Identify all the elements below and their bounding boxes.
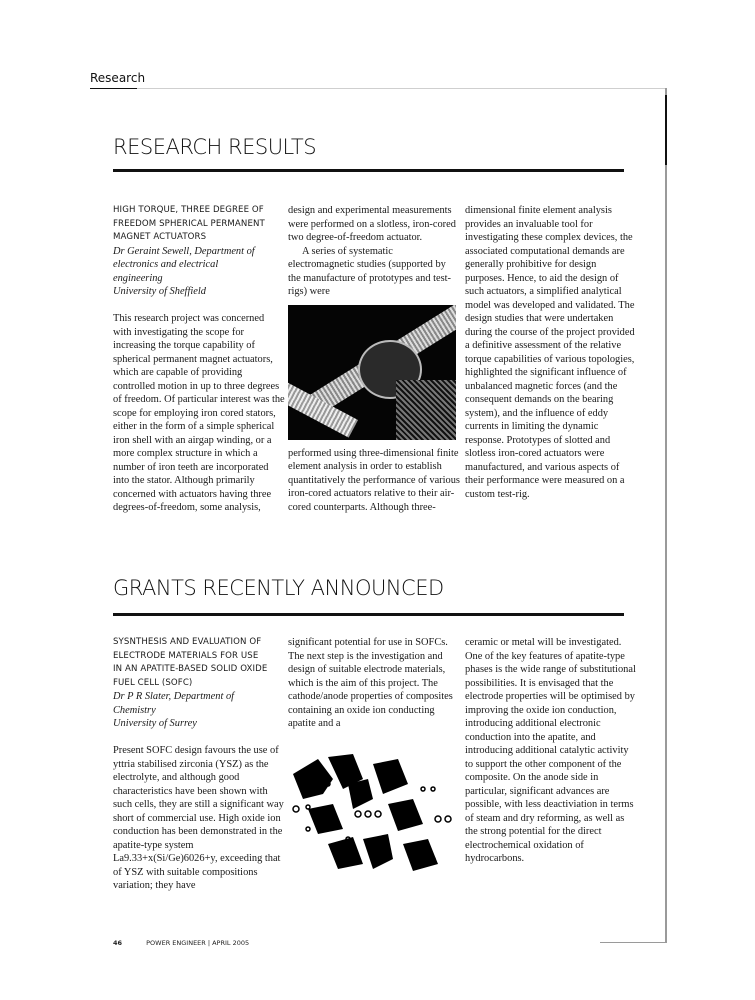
article-body-text: Present SOFC design favours the use of yttria stabilised zirconia (YSZ) as the electrolyte, and although good characteristics have been shown with such cells, they are still a significant way short of commercial use. High oxide ion conduction has been demonstrated in the apatite-type system La9.33+x(Si/Ge)6026+y, exceeding that of YSZ with suitable compositions variation; they have xyxy=(113,745,284,891)
article-title-line: MAGNET ACTUATORS xyxy=(113,232,207,242)
publication-name: POWER ENGINEER | APRIL 2005 xyxy=(146,939,250,947)
author-line: University of Sheffield xyxy=(113,286,206,297)
apatite-structure-diagram xyxy=(288,749,458,879)
article-body-text: dimensional finite element analysis provides an invaluable tool for investigating these complex devices, the associated computational demands are generally prohibitive for design purposes. Hence, to aid the design of such actuators, a simplified analytical model was developed and validated. The design studies that were undertaken during the course of the project provided a definitive assessment of the relative torque capabilities of various topologies, highlighted the significant influence of unbalanced magnetic forces (and the consequent demands on the bearing system), and the influence of eddy currents in limiting the dynamic response. Prototypes of slotted and slotless iron-cored actuators were manufactured, and various aspects of their performance were measured on a custom test-rig. xyxy=(465,205,635,500)
author-line: Chemistry xyxy=(113,704,156,716)
grants-heading: GRANTS RECENTLY ANNOUNCED xyxy=(113,576,444,600)
heading-rule xyxy=(113,169,624,172)
top-rule xyxy=(137,88,667,89)
article-body-text: significant potential for use in SOFCs. The next step is the investigation and design of suitable electrode materials, which is the aim of this project. The cathode/anode properties of composites containing an oxide ion conducting apatite and a xyxy=(288,637,453,729)
article-body-text: performed using three-dimensional finite element analysis in order to establish quantitatively the performance of various iron-cored actuators relative to their air-cored counterparts. Although three- xyxy=(288,447,460,513)
right-frame-accent xyxy=(665,95,667,165)
section-tab-label: Research xyxy=(90,71,146,85)
research-article-column-2 xyxy=(288,204,460,514)
article-title-line: FUEL CELL (SOFC) xyxy=(113,677,193,688)
article-title-line: FREEDOM SPHERICAL PERMANENT xyxy=(113,218,265,229)
grants-article-column-2 xyxy=(288,636,460,885)
right-frame-line xyxy=(665,88,667,943)
research-results-heading: RESEARCH RESULTS xyxy=(113,135,317,159)
actuator-photo xyxy=(288,305,456,440)
article-body-text: design and experimental measurements were performed on a slotless, iron-cored two degree-of-freedom actuator. xyxy=(288,205,456,243)
research-article-column-1 xyxy=(113,204,285,515)
page-number: 46 xyxy=(113,939,123,947)
grants-article-column-3 xyxy=(465,636,637,866)
article-body-text: A series of systematic electromagnetic studies (supported by the manufacture of prototypes and test-rigs) were xyxy=(288,245,452,297)
author-line: University of Surrey xyxy=(113,718,197,729)
article-body-text: This research project was concerned with investigating the scope for increasing the torque capability of spherical permanent magnet actuators, which are capable of providing controlled motion in up to three degrees of freedom. Of particular interest was the scope for employing iron cored stators, either in the form of a simple spherical iron shell with an airgap winding, or a more complex structure in which a number of iron teeth are incorporated into the stator. Although primarily concerned with actuators having three degrees-of-freedom, some analysis, xyxy=(113,313,285,513)
research-article-column-3 xyxy=(465,204,637,501)
author-line: Dr Geraint Sewell, Department of xyxy=(113,245,255,257)
article-title-line: SYSNTHESIS AND EVALUATION OF xyxy=(113,637,262,647)
author-line: Dr P R Slater, Department of xyxy=(113,691,235,702)
section-tab-underline xyxy=(90,88,137,89)
article-title-line: ELECTRODE MATERIALS FOR USE xyxy=(113,650,259,661)
bottom-frame-line xyxy=(600,942,667,943)
page-footer xyxy=(113,939,249,947)
article-title-line: HIGH TORQUE, THREE DEGREE OF xyxy=(113,205,264,215)
author-line: engineering xyxy=(113,272,163,284)
article-body-text: ceramic or metal will be investigated. One of the key features of apatite-type phases is the wide range of substitutional possibilities. It is envisaged that the electrode properties will be optimised by improving the oxide ion conduction, introducing additional electronic conduction into the apatite, and introducing additional catalytic activity to support the other component of the composite. On the anode side in particular, significant advances are possible, with less deactiviation in terms of steam and dry reforming, as well as the strong potential for the direct electrochemical oxidation of hydrocarbons. xyxy=(465,637,636,864)
grants-article-column-1 xyxy=(113,636,285,893)
author-line: electronics and electrical xyxy=(113,259,219,270)
heading-rule xyxy=(113,613,624,616)
article-title-line: IN AN APATITE-BASED SOLID OXIDE xyxy=(113,664,268,674)
